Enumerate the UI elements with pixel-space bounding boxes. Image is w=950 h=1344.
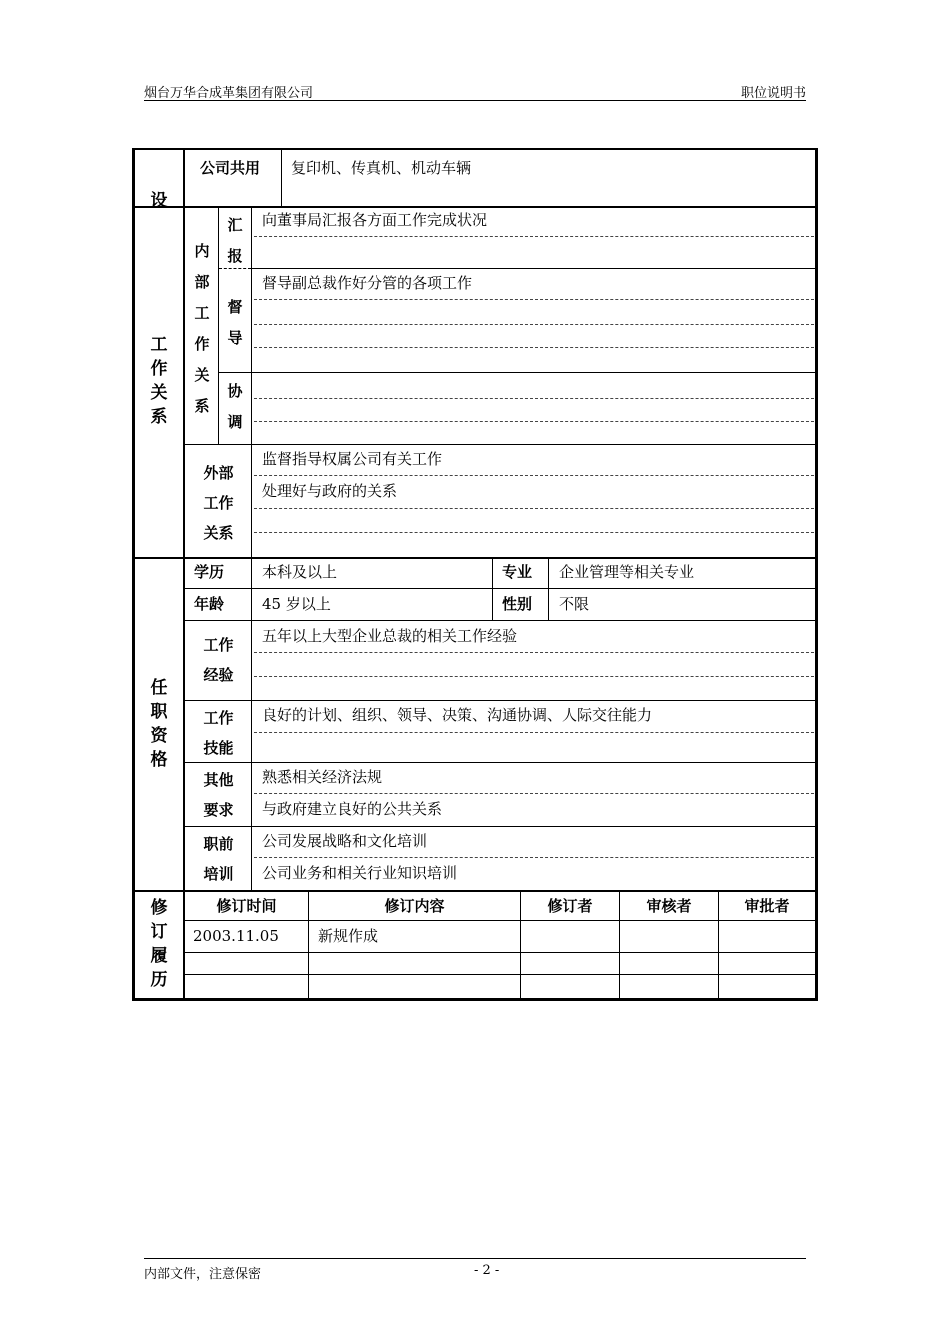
skills-label: 工作 技能 [203,709,234,757]
age-label: 年龄 [194,595,225,613]
gender-value: 不限 [559,595,590,613]
revision-header-approver: 审批者 [744,897,790,915]
page-header [144,82,806,101]
equipment-value: 复印机、传真机、机动车辆 [291,159,472,177]
other-requirements-label: 其他 要求 [203,771,234,819]
coordinate-label: 协 调 [227,382,243,431]
external-item-1: 监督指导权属公司有关工作 [262,450,443,468]
supervise-label: 督 导 [227,298,243,347]
external-relations-label: 外部 工作 关系 [203,464,234,542]
external-item-2: 处理好与政府的关系 [262,482,398,500]
company-name: 烟台万华合成革集团有限公司 [144,86,314,101]
education-value: 本科及以上 [262,563,338,581]
revision-section-label: 修 订 履 历 [150,898,168,990]
document-type: 职位说明书 [740,86,806,101]
revision-header-content: 修订内容 [384,897,445,915]
revision-row-content: 新规作成 [318,927,379,945]
skills-value: 良好的计划、组织、领导、决策、沟通协调、人际交往能力 [262,706,653,724]
report-item: 向董事局汇报各方面工作完成状况 [262,211,488,229]
equipment-section-label: 设 [150,191,168,211]
report-label: 汇 报 [227,216,243,265]
training-label: 职前 培训 [203,835,234,883]
revision-header-reviewer: 审核者 [646,897,692,915]
qualification-section-label: 任 职 资 格 [150,678,168,770]
education-label: 学历 [194,563,225,581]
gender-label: 性别 [502,595,533,613]
confidential-note: 内部文件，注意保密 [144,1267,262,1282]
supervise-item: 督导副总裁作好分管的各项工作 [262,274,473,292]
revision-row-date: 2003.11.05 [193,927,279,945]
other-requirement-1: 熟悉相关经济法规 [262,768,383,786]
page-number: - 2 - [474,1263,500,1278]
major-label: 专业 [502,563,533,581]
age-value: 45 岁以上 [262,595,331,613]
revision-header-date: 修订时间 [216,897,277,915]
experience-label: 工作 经验 [203,636,234,684]
page-footer [144,1258,806,1282]
relations-section-label: 工 作 关 系 [150,335,168,427]
internal-relations-label: 内 部 工 作 关 系 [194,242,210,415]
major-value: 企业管理等相关专业 [559,563,695,581]
revision-header-reviser: 修订者 [547,897,593,915]
equipment-label: 公司共用 [200,159,261,177]
other-requirement-2: 与政府建立良好的公共关系 [262,800,443,818]
training-item-1: 公司发展战略和文化培训 [262,832,428,850]
experience-value: 五年以上大型企业总裁的相关工作经验 [262,627,518,645]
training-item-2: 公司业务和相关行业知识培训 [262,864,458,882]
